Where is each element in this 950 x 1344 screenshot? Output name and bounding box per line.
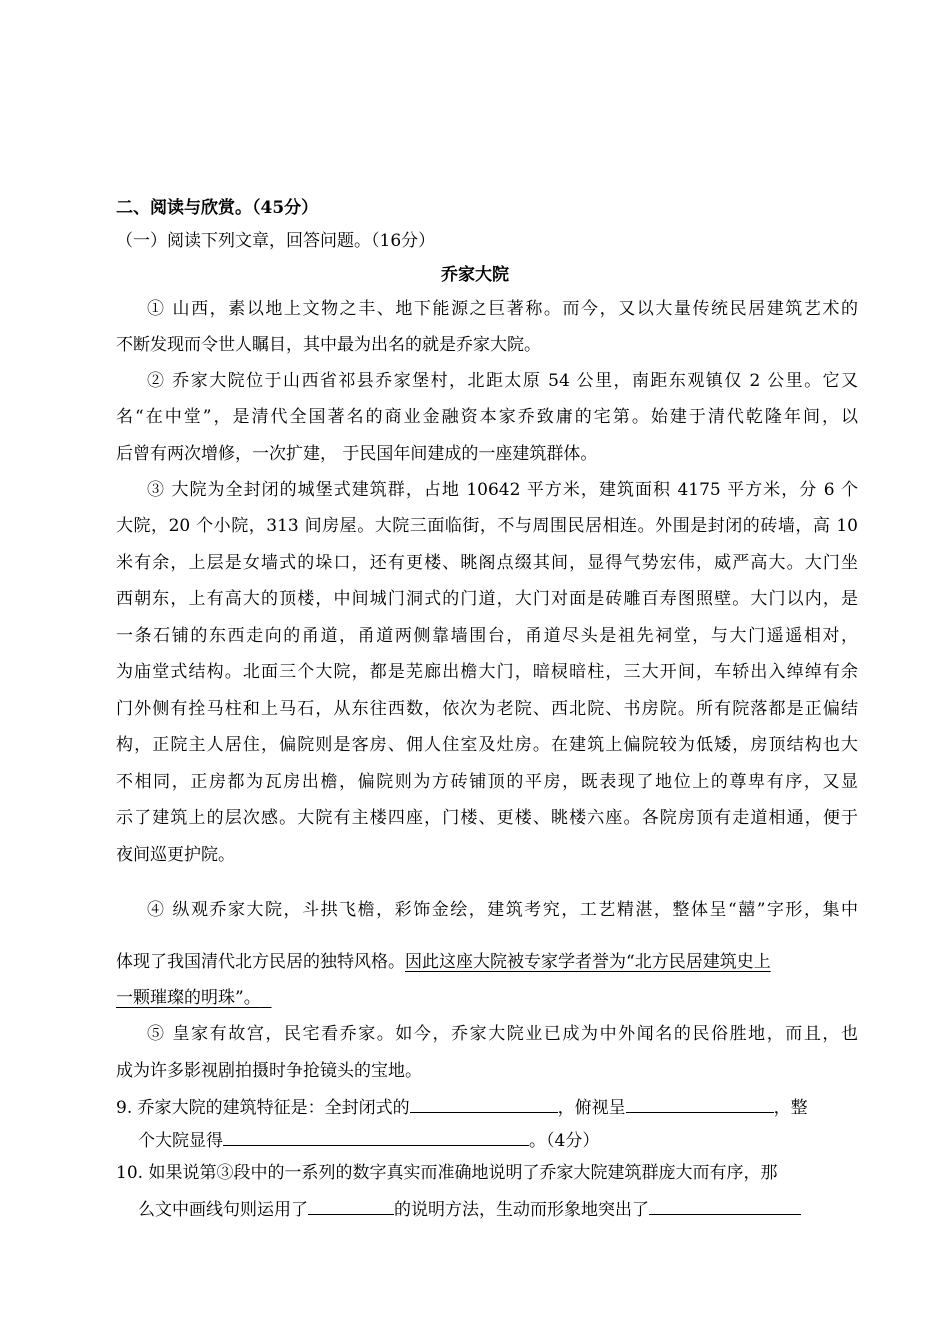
p5-line-1: ⑤ 皇家有故宫，民宅看乔家。如今，乔家大院业已成为中外闻名的民俗胜地，而且，也: [147, 1024, 858, 1044]
q9-text-a: 9. 乔家大院的建筑特征是：全封闭式的: [116, 1098, 410, 1118]
q9-line-1: [116, 1094, 808, 1120]
q9-text-e: 。（4分）: [529, 1131, 600, 1151]
p3-line-3: 米有余，上层是女墙式的垛口，还有更楼、眺阁点缀其间，显得气势宏伟，威严高大。大门坐: [116, 553, 858, 573]
q9-text-c: ，整: [773, 1098, 808, 1118]
p4-line-2: [116, 950, 771, 974]
p3-line-4: 西朝东，上有高大的顶楼，中间城门洞式的门道，大门对面是砖雕百寿图照壁。大门以内，是: [116, 589, 858, 609]
q9-text-b: ，俯视呈: [557, 1098, 626, 1118]
p4-line-2-plain: 体现了我国清代北方民居的独特风格。: [116, 952, 405, 972]
p3-line-6: 为庙堂式结构。北面三个大院，都是芜廊出檐大门，暗棂暗柱，三大开间，车轿出入绰绰有余: [116, 662, 858, 682]
p3-line-10: 示了建筑上的层次感。大院有主楼四座，门楼、更楼、眺楼六座。各院房顶有走道相通，便于: [116, 808, 858, 828]
article-title: 乔家大院: [441, 265, 509, 285]
section-heading: 二、阅读与欣赏。（45分）: [116, 198, 319, 218]
p3-line-11: 夜间巡更护院。: [116, 845, 235, 865]
p4-underlined-sentence-part-2: 一颗璀璨的明珠”。: [116, 988, 261, 1008]
p1-line-2: 不断发现而令世人瞩目，其中最为出名的就是乔家大院。: [116, 335, 541, 355]
p3-line-8: 构，正院主人居住，偏院则是客房、佣人住室及灶房。在建筑上偏院较为低矮，房顶结构也大: [116, 735, 858, 755]
p1-line-1: ① 山西，素以地上文物之丰、地下能源之巨著称。而今，又以大量传统民居建筑艺术的: [147, 299, 858, 319]
q10-line-2: [138, 1196, 801, 1222]
q10-text-b: 的说明方法，生动而形象地突出了: [394, 1200, 649, 1220]
q9-answer-blank-1[interactable]: [410, 1094, 558, 1113]
p3-line-2: 大院，20 个小院，313 间房屋。大院三面临街，不与周围民居相连。外围是封闭的砖墙，高 10: [116, 516, 858, 536]
q10-line-1: 10. 如果说第③段中的一系列的数字真实而准确地说明了乔家大院建筑群庞大而有序，那: [116, 1163, 778, 1183]
p4-underlined-sentence-part-1: 因此这座大院被专家学者誉为“北方民居建筑史上: [405, 952, 771, 972]
p4-line-1: ④ 纵观乔家大院，斗拱飞檐，彩饰金绘，建筑考究，工艺精湛，整体呈“囍”字形，集中: [147, 900, 858, 920]
q9-answer-blank-2[interactable]: [626, 1094, 774, 1113]
q10-text-a: 么文中画线句则运用了: [138, 1200, 308, 1220]
p3-line-9: 不相同，正房都为瓦房出檐，偏院则为方砖铺顶的平房，既表现了地位上的尊卑有序，又显: [116, 772, 858, 792]
p2-line-2: 名“在中堂”，是清代全国著名的商业金融资本家乔致庸的宅第。始建于清代乾隆年间，以: [116, 407, 858, 427]
p3-line-1: ③ 大院为全封闭的城堡式建筑群，占地 10642 平方米，建筑面积 4175 平方米，分 6 个: [147, 480, 859, 500]
q9-text-d: 个大院显得: [138, 1131, 223, 1151]
p3-line-5: 一条石铺的东西走向的甬道，甬道两侧靠墙围台，甬道尽头是祖先祠堂，与大门遥遥相对，: [116, 626, 858, 646]
part-heading: （一）阅读下列文章，回答问题。（16分）: [116, 231, 436, 251]
q9-answer-blank-3[interactable]: [223, 1127, 529, 1146]
p4-line-3: [116, 986, 272, 1010]
p2-line-1: ② 乔家大院位于山西省祁县乔家堡村，北距太原 54 公里，南距东观镇仅 2 公里。它又: [147, 371, 858, 391]
p2-line-3: 后曾有两次增修，一次扩建， 于民国年间建成的一座建筑群体。: [116, 444, 598, 464]
p3-line-7: 门外侧有拴马柱和上马石，从东往西数，依次为老院、西北院、书房院。所有院落都是正偏结: [116, 699, 858, 719]
q10-answer-blank-2[interactable]: [649, 1196, 801, 1215]
p5-line-2: 成为许多影视剧拍摄时争抢镜头的宝地。: [116, 1061, 422, 1081]
q10-answer-blank-1[interactable]: [308, 1196, 394, 1215]
q9-line-2: [138, 1127, 599, 1153]
